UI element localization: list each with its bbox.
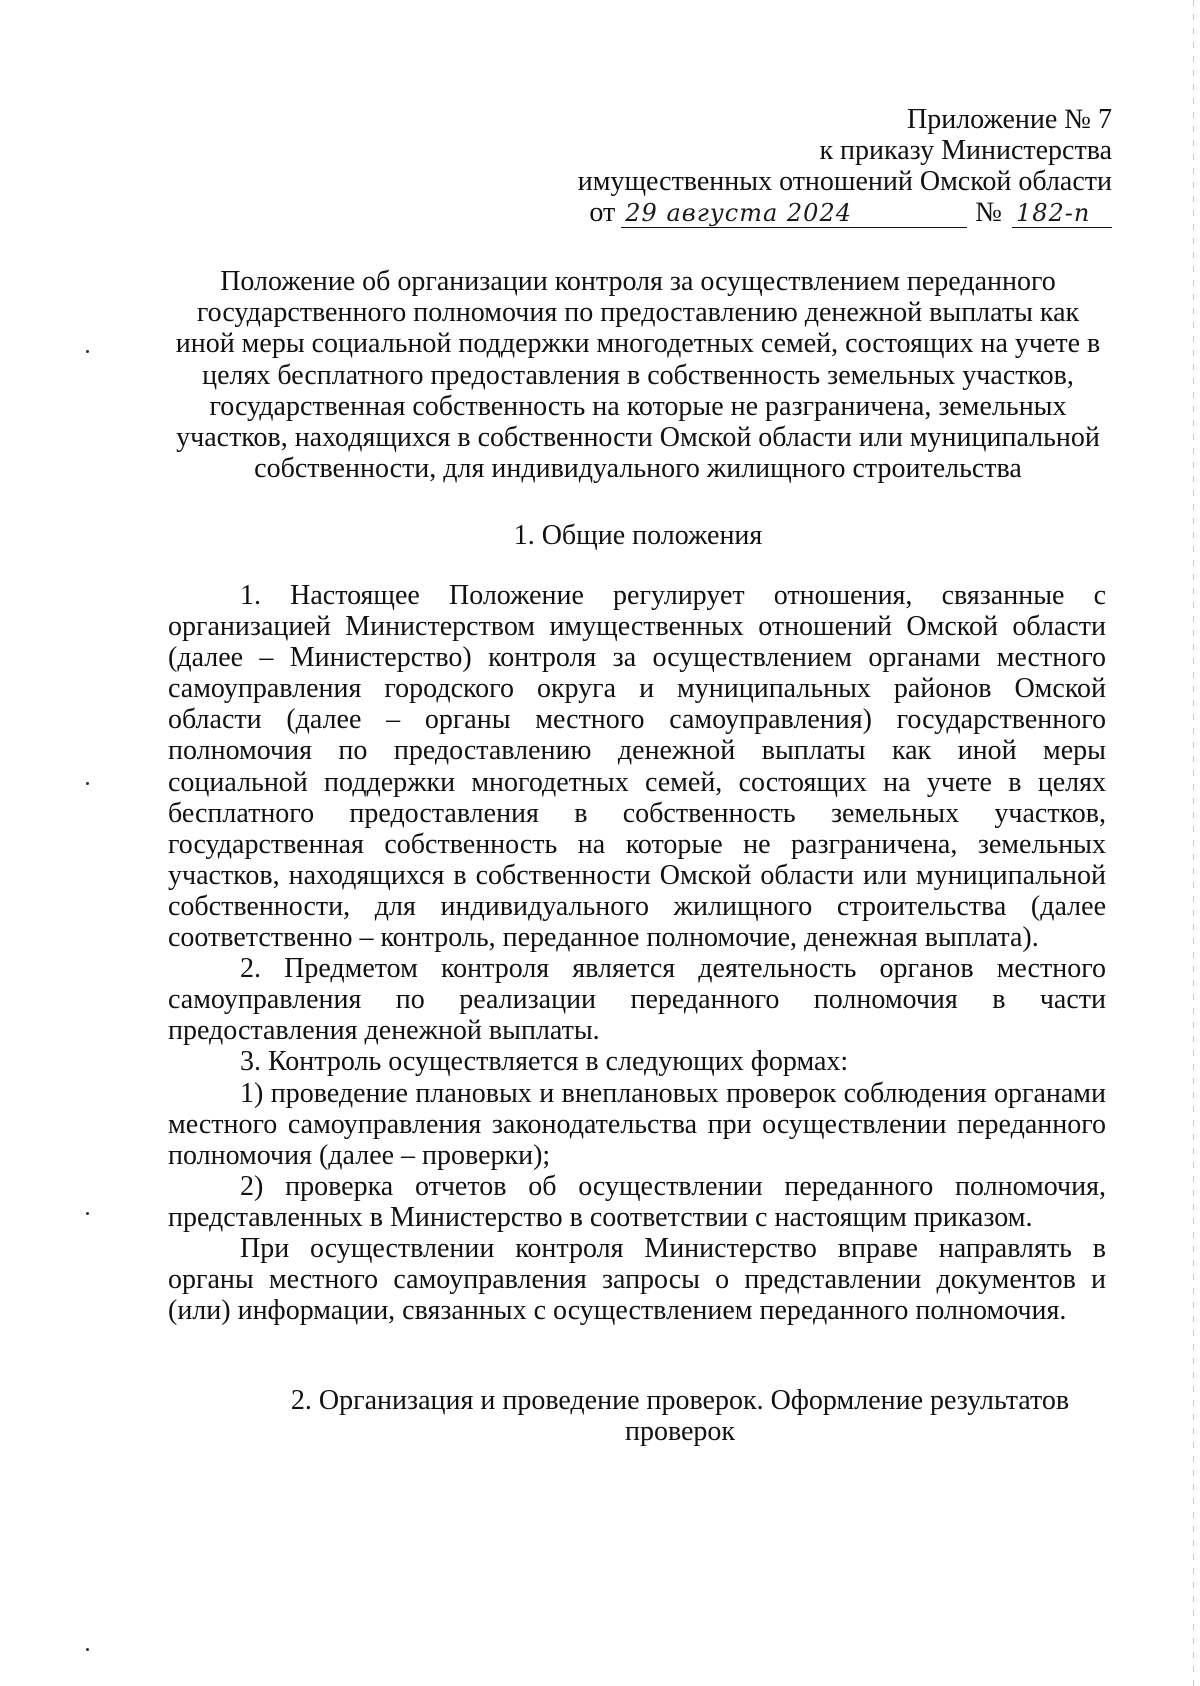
scan-speck [86,1212,89,1215]
paragraph: 2) проверка отчетов об осуществлении переданного полномочия, представленных в Министерство в соответствии с настоящим приказом. [168,1170,1106,1233]
appendix-header [578,104,1112,228]
section-1-body [168,580,1106,1326]
date-prefix: от [589,197,616,228]
paragraph: 3. Контроль осуществляется в следующих формах: [240,1046,849,1078]
paragraph: 2. Предметом контроля является деятельность органов местного самоуправления по реализации переданного полномочия в части предоставления денежной выплаты. [168,953,1106,1047]
appendix-number: Приложение № 7 [907,104,1112,135]
scan-speck [86,782,89,785]
paragraph: 1. Настоящее Положение регулирует отношения, связанные с организацией Министерством имущественных отношений Омской области (далее – Министерство) контроля за осуществлением органами местного самоуправления городского округа и муниципальных районов Омской области (далее – органы местного самоуправления) государственного полномочия по предоставлению денежной выплаты как иной меры социальной поддержки многодетных семей, состоящих на учете в целях бесплатного предоставления в собственность земельных участков, государственная собственность на которые не разграничена, земельных участков, находящихся в собственности Омской области или муниципальной собственности, для индивидуального жилищного строительства (далее соответственно – контроль, переданное полномочие, денежная выплата). [168,580,1106,954]
order-reference: к приказу Министерства [819,135,1112,166]
order-date-number-row [578,197,1112,228]
section-2-heading: 2. Организация и проведение проверок. Оформление результатов проверок [290,1385,1070,1447]
paragraph: 1) проведение плановых и внеплановых проверок соблюдения органами местного самоуправления законодательства при осуществлении переданного полномочия (далее – проверки); [168,1077,1106,1171]
paragraph: При осуществлении контроля Министерство вправе направлять в органы местного самоуправления запросы о представлении документов и (или) информации, связанных с осуществлением переданного полномочия. [168,1232,1106,1327]
number-label: № [975,197,1002,228]
handwritten-number: 182-п [1012,199,1112,228]
handwritten-date: 29 августа 2024 [621,199,967,228]
document-title: Положение об организации контроля за осуществлением переданного государственного полномочия по предоставлению денежной выплаты как иной меры социальной поддержки многодетных семей, состоящих на учете в целях бесплатного предоставления в собственность земельных участков, государственная собственность на которые не разграничена, земельных участков, находящихся в собственности Омской области или муниципальной собственности, для индивидуального жилищного строительства [175,266,1101,485]
scan-edge-line [1193,0,1194,1686]
section-1-heading: 1. Общие положения [513,520,763,551]
scan-speck [86,1648,89,1651]
ministry-name: имущественных отношений Омской области [577,166,1112,197]
scan-speck [86,350,89,353]
